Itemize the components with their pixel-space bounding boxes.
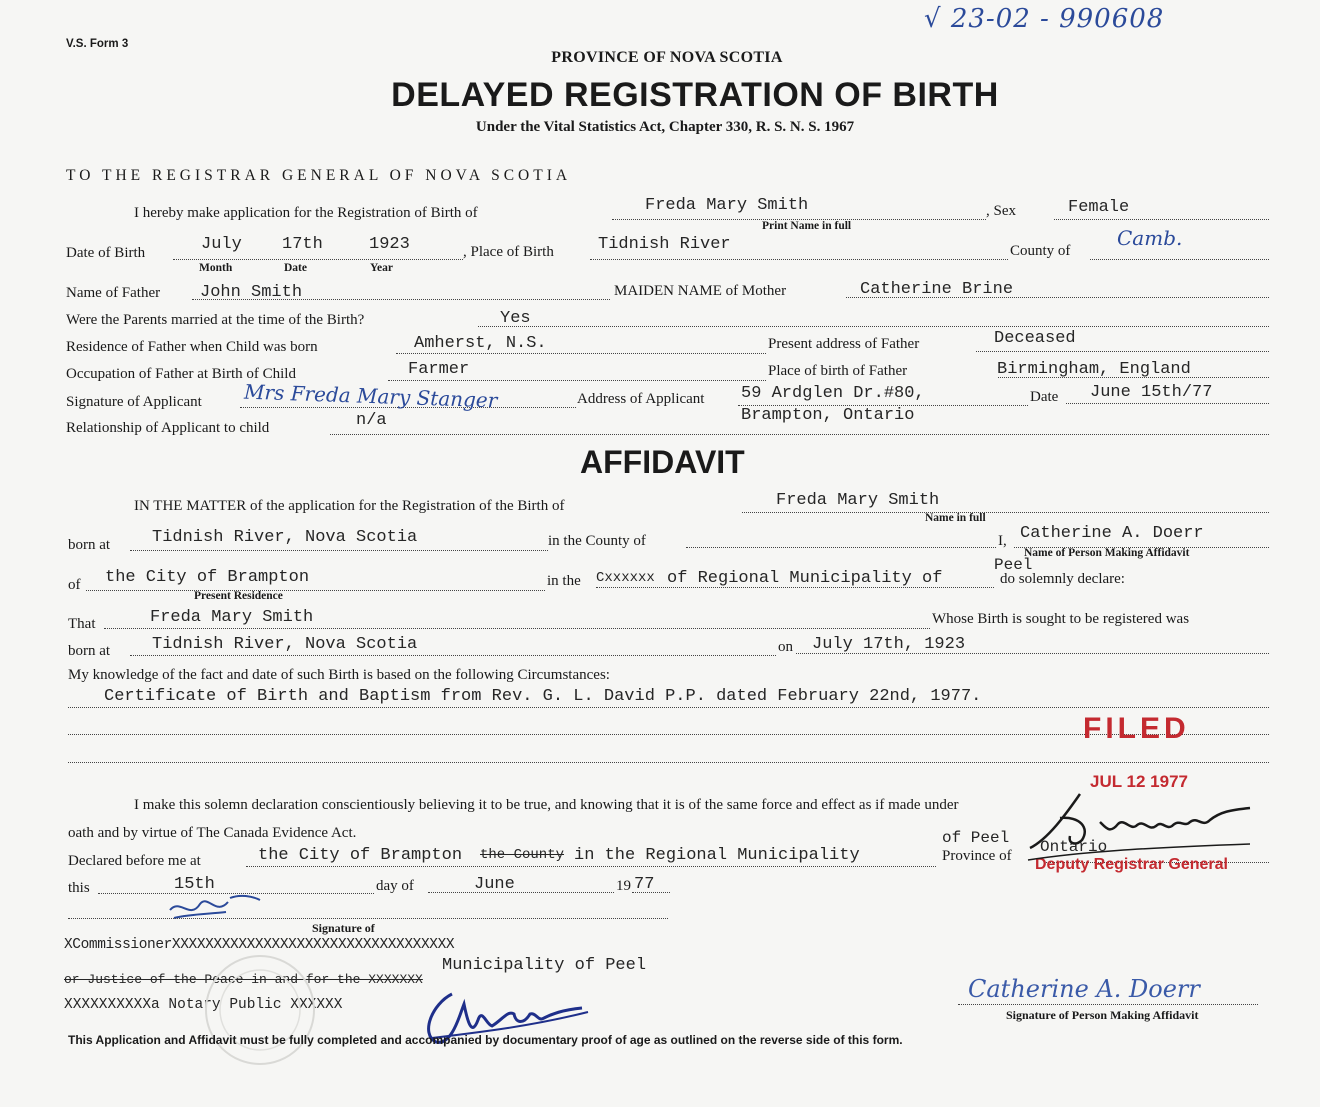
declaration-line-1: I make this solemn declaration conscientiously believing it to be true, and knowing that it is of the same force and effect as if made under — [134, 797, 959, 813]
year-prefix: 19 — [616, 878, 631, 894]
matter-name-value: Freda Mary Smith — [776, 491, 940, 510]
municipality-of-peel: Municipality of Peel — [442, 956, 647, 975]
year-suffix-value: 77 — [634, 875, 655, 894]
of-label: of — [68, 577, 81, 593]
applicant-address-line1: 59 Ardglen Dr.#80, — [741, 384, 925, 403]
parents-married-value: Yes — [500, 309, 531, 328]
born-at-label-2: born at — [68, 643, 111, 659]
relationship-value: n/a — [356, 411, 387, 430]
footer-instruction: This Application and Affidavit must be fully completed and accompanied by documentary proof of age as outlined on the reverse side of this form. — [68, 1033, 903, 1047]
circumstances-value: Certificate of Birth and Baptism from Rev. G. L. David P.P. dated February 22nd, 1977. — [104, 687, 982, 706]
matter-label: IN THE MATTER of the application for the Registration of the Birth of — [134, 498, 565, 514]
i-label: I, — [998, 533, 1007, 549]
declared-peel-value: of Peel — [942, 829, 1010, 847]
present-residence-value: the City of Brampton — [105, 568, 310, 587]
date-sublabel: Date — [284, 262, 307, 274]
father-present-address-label: Present address of Father — [768, 336, 920, 352]
in-county-label: in the County of — [548, 533, 646, 549]
application-intro-label: I hereby make application for the Registration of Birth of — [134, 205, 478, 221]
county-label: County of — [1010, 243, 1071, 259]
declared-before-label: Declared before me at — [68, 853, 201, 869]
father-residence-value: Amherst, N.S. — [414, 334, 547, 353]
affidavit-heading: AFFIDAVIT — [580, 444, 745, 480]
signature-of-label: Signature of — [312, 921, 375, 935]
commissioner-initials-mark — [160, 890, 270, 926]
regional-municipality-value: of Regional Municipality of — [667, 569, 943, 588]
application-date-value: June 15th/77 — [1090, 383, 1213, 402]
solemnly-declare-label: do solemnly declare: — [1000, 571, 1125, 587]
affiant-name-sublabel: Name of Person Making Affidavit — [1024, 547, 1190, 559]
in-the-label: in the — [547, 573, 581, 589]
addressee-line: TO THE REGISTRAR GENERAL OF NOVA SCOTIA — [66, 167, 572, 184]
place-of-birth-label: , Place of Birth — [463, 244, 554, 260]
year-sublabel: Year — [370, 262, 393, 274]
affiant-signature-label: Signature of Person Making Affidavit — [1006, 1008, 1199, 1022]
peel-value: Peel — [994, 556, 1033, 574]
parents-married-label: Were the Parents married at the time of the Birth? — [66, 312, 365, 328]
filed-stamp: FILED — [1083, 712, 1190, 745]
county-value: Camb. — [1117, 226, 1183, 250]
sex-label: , Sex — [986, 203, 1016, 219]
declared-place-value: the City of Brampton — [258, 846, 463, 865]
file-number: √ 23-02 - 990608 — [924, 4, 1165, 34]
whose-birth-label: Whose Birth is sought to be registered was — [932, 611, 1190, 627]
father-present-address-value: Deceased — [994, 329, 1076, 348]
form-number: V.S. Form 3 — [66, 38, 129, 50]
notary-struck: XXXXXXXXXXa Notary Public XXXXXX — [64, 997, 343, 1013]
applicant-address-label: Address of Applicant — [577, 391, 705, 407]
month-value: June — [474, 875, 515, 894]
county-struck: Cxxxxxx — [596, 570, 655, 586]
mother-maiden-label: MAIDEN NAME of Mother — [614, 283, 787, 299]
father-birthplace-label: Place of birth of Father — [768, 363, 908, 379]
that-name-value: Freda Mary Smith — [150, 608, 314, 627]
commissioner-struck: XCommissionerXXXXXXXXXXXXXXXXXXXXXXXXXXXXXXXXXX — [64, 937, 455, 953]
month-sublabel: Month — [199, 262, 233, 274]
province-label: Province of — [942, 848, 1012, 864]
applicant-signature-label: Signature of Applicant — [66, 394, 202, 410]
dob-label: Date of Birth — [66, 245, 146, 261]
born-at-value-2: Tidnish River, Nova Scotia — [152, 635, 418, 654]
father-birthplace-value: Birmingham, England — [997, 360, 1191, 379]
province-heading: PROVINCE OF NOVA SCOTIA — [551, 49, 783, 66]
deputy-registrar-stamp: Deputy Registrar General — [1035, 856, 1228, 873]
father-occupation-value: Farmer — [408, 360, 470, 379]
day-of-label: day of — [376, 878, 414, 894]
sex-value: Female — [1068, 198, 1130, 217]
day-value: 15th — [174, 875, 215, 894]
father-name-label: Name of Father — [66, 285, 161, 301]
affiant-signature: Catherine A. Doerr — [968, 975, 1200, 1003]
province-value: Ontario — [1040, 838, 1108, 856]
present-residence-sublabel: Present Residence — [194, 590, 283, 602]
declared-municipality-value: in the Regional Municipality — [574, 846, 860, 865]
on-label: on — [778, 639, 793, 655]
place-of-birth-value: Tidnish River — [598, 235, 731, 254]
commissioner-initials — [160, 890, 270, 932]
born-at-label: born at — [68, 537, 111, 553]
mother-maiden-value: Catherine Brine — [860, 280, 1014, 299]
that-label: That — [68, 616, 96, 632]
dob-month-value: July — [201, 235, 242, 254]
notary-seal — [200, 950, 320, 1070]
form-title: DELAYED REGISTRATION OF BIRTH — [391, 76, 999, 114]
father-residence-label: Residence of Father when Child was born — [66, 339, 318, 355]
father-name-value: John Smith — [200, 283, 303, 302]
affiant-name-value: Catherine A. Doerr — [1020, 524, 1204, 543]
father-occupation-label: Occupation of Father at Birth of Child — [66, 366, 296, 382]
knowledge-label: My knowledge of the fact and date of such Birth is based on the following Circumstances: — [68, 667, 610, 683]
print-name-sublabel: Print Name in full — [762, 220, 852, 232]
registrar-signature — [1020, 788, 1260, 868]
this-label: this — [68, 880, 90, 896]
declared-county-struck: the County — [480, 847, 565, 863]
justice-struck: or Justice of the Peace in and for the XXXXXXX — [64, 972, 423, 987]
filed-date-stamp: JUL 12 1977 — [1090, 772, 1188, 791]
matter-name-sublabel: Name in full — [925, 512, 986, 524]
born-at-value: Tidnish River, Nova Scotia — [152, 528, 418, 547]
applicant-signature: Mrs Freda Mary Stanger — [243, 379, 498, 413]
application-date-label: Date — [1030, 389, 1059, 405]
relationship-label: Relationship of Applicant to child — [66, 420, 270, 436]
form-subtitle: Under the Vital Statistics Act, Chapter 330, R. S. N. S. 1967 — [475, 119, 855, 135]
dob-day-value: 17th — [282, 235, 323, 254]
birth-date-value: July 17th, 1923 — [812, 635, 966, 654]
applicant-address-line2: Brampton, Ontario — [741, 406, 915, 425]
child-name-value: Freda Mary Smith — [645, 196, 809, 215]
declaration-line-2: oath and by virtue of The Canada Evidence Act. — [68, 825, 357, 841]
dob-year-value: 1923 — [369, 235, 410, 254]
